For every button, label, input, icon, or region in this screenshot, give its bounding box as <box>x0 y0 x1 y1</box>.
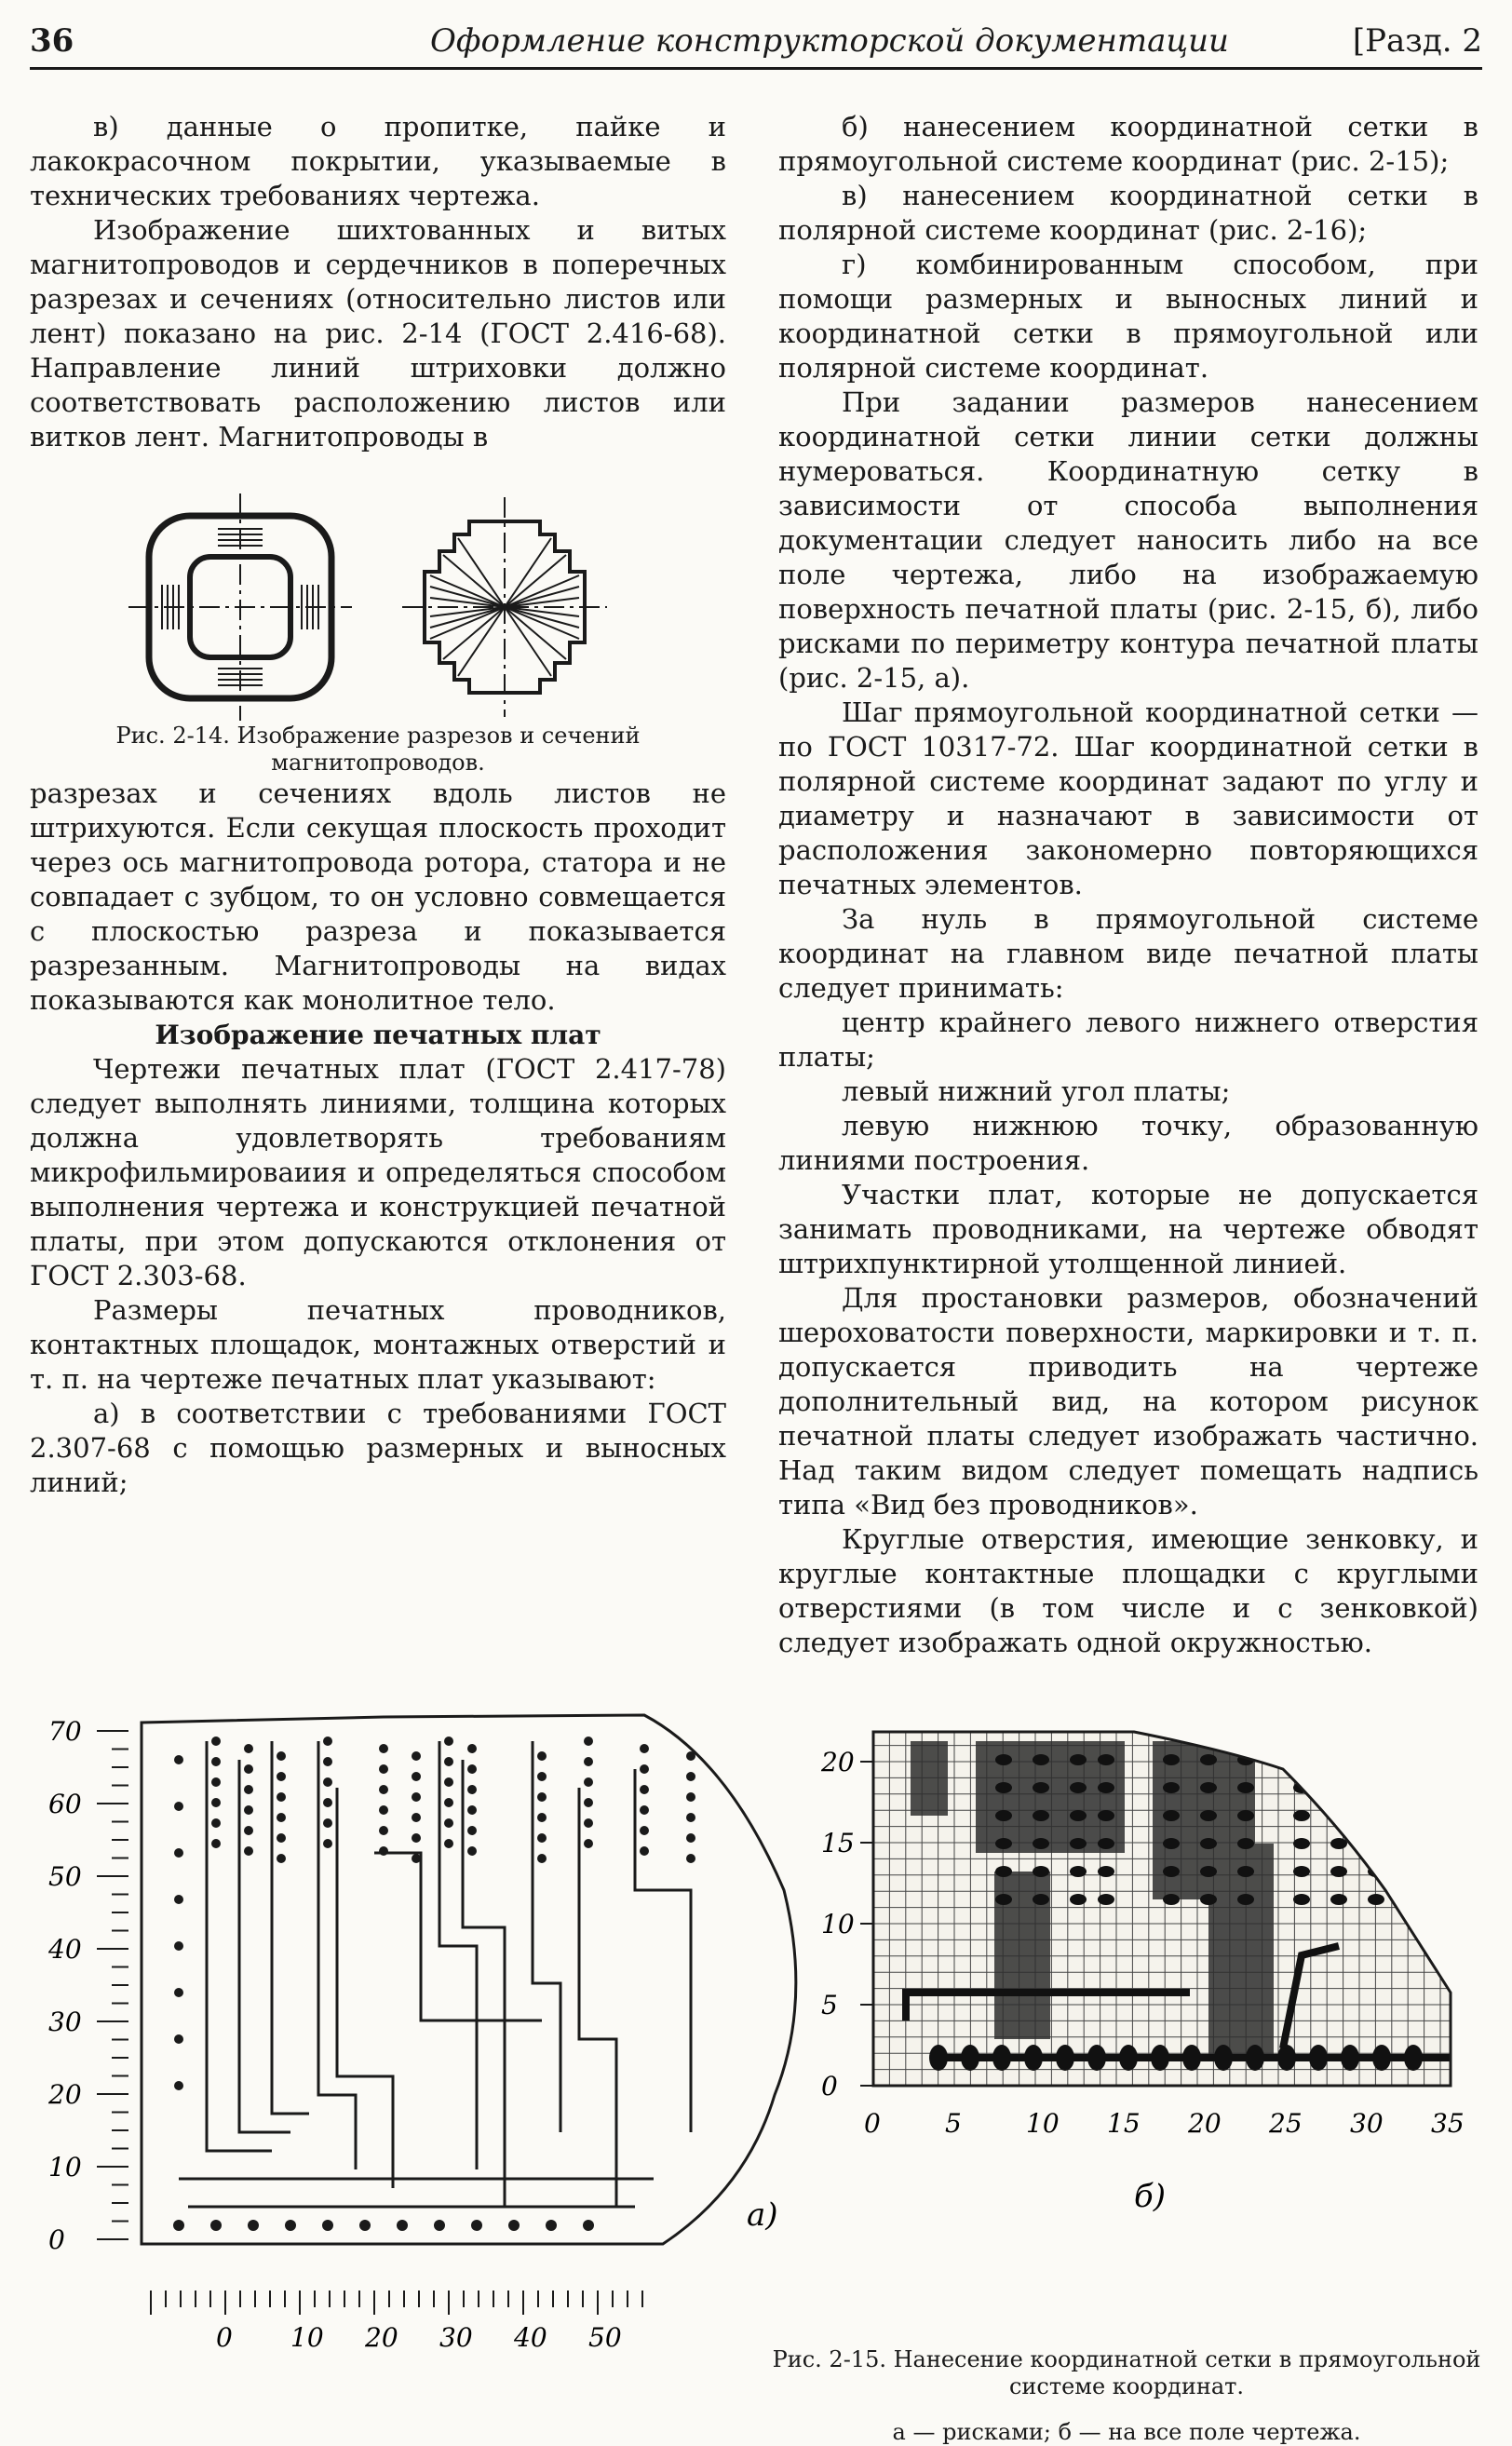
pad <box>244 1805 253 1815</box>
pad <box>584 1757 593 1766</box>
pad <box>323 1798 332 1807</box>
paragraph: б) нанесением координатной сетки в прямоугольной системе координат (рис. 2-15); <box>778 111 1478 177</box>
edge-pad <box>210 2220 222 2231</box>
pad <box>1368 1810 1384 1821</box>
pad <box>1033 1754 1049 1765</box>
pad <box>323 1818 332 1828</box>
pad <box>584 1798 593 1807</box>
x-tick-label: 40 <box>514 2322 547 2353</box>
paragraph: Чертежи печатных плат (ГОСТ 2.417-78) следует выполнять линиями, толщина которых должна удовлетворять требованиям микрофильмироваиия и определяться способом выполнения чертежа и конструкцией печатной платы, при этом допускаются отклонения от ГОСТ 2.303-68. <box>30 1053 726 1291</box>
pad <box>686 1772 695 1781</box>
pad <box>174 1941 183 1951</box>
x-tick-label: 50 <box>588 2322 622 2353</box>
figure-2-15-caption <box>763 2346 1490 2446</box>
pad <box>1163 1810 1180 1821</box>
pad <box>467 1744 477 1753</box>
pad <box>211 1777 221 1787</box>
pad <box>1070 1782 1087 1793</box>
pad <box>1237 1894 1254 1905</box>
pad <box>244 1744 253 1753</box>
x-tick-label: 20 <box>1188 2108 1222 2139</box>
pad <box>1098 1810 1114 1821</box>
caption-legend: а — рисками; б — на все поле чертежа. <box>892 2419 1361 2445</box>
edge-pad <box>546 2220 557 2231</box>
paragraph: При задании размеров нанесением координатной сетки линии сетки должны нумероваться. Координатную сетку в зависимости от способа выполнения документации следует наносить либо на все поле чертежа, либо на изображаемую поверхность печатной платы (рис. 2-15, б), либо рисками по периметру контура печатной платы (рис. 2-15, а). <box>778 386 1478 694</box>
pad <box>1293 1838 1310 1849</box>
pad <box>174 1988 183 1997</box>
pad <box>1070 1838 1087 1849</box>
pad <box>1330 1810 1347 1821</box>
section-label: [Разд. 2 <box>1352 22 1482 60</box>
edge-pad <box>583 2220 594 2231</box>
pad <box>584 1839 593 1848</box>
pad <box>444 1777 453 1787</box>
x-tick-label: 30 <box>439 2322 473 2353</box>
pad <box>995 1754 1012 1765</box>
pad <box>211 1818 221 1828</box>
pad <box>584 1818 593 1828</box>
pad <box>323 1737 332 1746</box>
pad <box>412 1813 421 1822</box>
y-tick-label: 15 <box>821 1828 855 1858</box>
pad <box>244 1764 253 1774</box>
pad <box>584 1777 593 1787</box>
running-title: Оформление конструкторской документации <box>430 22 1229 60</box>
y-tick-label: 40 <box>48 1934 82 1965</box>
pad <box>1200 1838 1217 1849</box>
pad <box>1237 1782 1254 1793</box>
pad <box>1033 1782 1049 1793</box>
pad <box>1163 1838 1180 1849</box>
pad <box>412 1833 421 1843</box>
pad <box>174 1895 183 1904</box>
pad <box>412 1854 421 1863</box>
pad <box>537 1833 547 1843</box>
pad <box>1070 1754 1087 1765</box>
pad <box>323 1839 332 1848</box>
pad <box>1033 1838 1049 1849</box>
pad <box>174 1848 183 1858</box>
pad <box>1163 1754 1180 1765</box>
pad <box>467 1826 477 1835</box>
pad <box>444 1818 453 1828</box>
paragraph: г) комбинированным способом, при помощи размерных и выносных линий и координатной сетки в прямоугольной или полярной системе координат. <box>778 249 1478 384</box>
pad <box>174 1755 183 1764</box>
paragraph: Круглые отверстия, имеющие зенковку, и круглые контактные площадки с круглыми отверстиями (в том числе и с зенковкой) следует изображать одной окружностью. <box>778 1523 1478 1658</box>
paragraph: разрезах и сечениях вдоль листов не штрихуются. Если секущая плоскость проходит через ось магнитопровода ротора, статора и не совпадает с зубцом, то он условно совмещается с плоскостью разреза и показывается разрезанным. Магнитопроводы на видах показываются как монолитное тело. <box>30 777 726 1016</box>
paragraph: левую нижнюю точку, образованную линиями построения. <box>778 1110 1478 1176</box>
pad <box>686 1833 695 1843</box>
caption-title: Рис. 2-15. Нанесение координатной сетки в прямоугольной системе координат. <box>772 2346 1481 2399</box>
x-tick-label: 5 <box>945 2108 962 2139</box>
paragraph: в) нанесением координатной сетки в полярной системе координат (рис. 2-16); <box>778 180 1478 246</box>
pad <box>1293 1810 1310 1821</box>
pad <box>537 1772 547 1781</box>
edge-pad <box>248 2220 259 2231</box>
pad <box>277 1813 286 1822</box>
pad <box>174 2034 183 2044</box>
y-tick-label: 60 <box>48 1789 82 1819</box>
pad <box>1237 1810 1254 1821</box>
pad <box>1163 1866 1180 1877</box>
edge-pad <box>285 2220 296 2231</box>
paragraph: центр крайнего левого нижнего отверстия платы; <box>778 1007 1478 1073</box>
pad <box>1200 1782 1217 1793</box>
edge-pad <box>322 2220 333 2231</box>
pad <box>379 1805 388 1815</box>
pad <box>995 1866 1012 1877</box>
y-tick-label: 20 <box>48 2079 82 2110</box>
pad <box>1033 1866 1049 1877</box>
pad <box>1330 1782 1347 1793</box>
pad <box>244 1846 253 1856</box>
pad <box>640 1764 649 1774</box>
y-tick-label: 10 <box>48 2152 82 2182</box>
paragraph: Шаг прямоугольной координатной сетки — по ГОСТ 10317-72. Шаг координатной сетки в полярной системе координат задают по углу и диаметру и назначают в зависимости от расположения закономерно повторяющихся печатных элементов. <box>778 696 1478 900</box>
y-tick-label: 5 <box>821 1990 838 2020</box>
pad <box>995 1782 1012 1793</box>
page-number: 36 <box>30 22 74 60</box>
y-tick-label: 0 <box>821 2071 838 2101</box>
pad <box>537 1813 547 1822</box>
x-tick-label: 35 <box>1431 2108 1465 2139</box>
pad <box>1200 1810 1217 1821</box>
pad <box>1368 1838 1384 1849</box>
right-column <box>778 110 1478 1660</box>
pad <box>640 1744 649 1753</box>
y-tick-label: 30 <box>48 2007 82 2037</box>
pad <box>244 1785 253 1794</box>
pad <box>1098 1894 1114 1905</box>
pad <box>467 1785 477 1794</box>
y-tick-label: 70 <box>48 1716 82 1747</box>
pad <box>995 1838 1012 1849</box>
pad <box>1330 1754 1347 1765</box>
edge-pad <box>434 2220 445 2231</box>
pad <box>444 1737 453 1746</box>
paragraph: За нуль в прямоугольной системе координат на главном виде печатной платы следует принимать: <box>778 903 1478 1004</box>
paragraph: Участки плат, которые не допускается занимать проводниками, на чертеже обводят штрихпунктирной утолщенной линией. <box>778 1179 1478 1279</box>
pad <box>379 1826 388 1835</box>
pad <box>995 1810 1012 1821</box>
pad <box>537 1792 547 1802</box>
edge-pad <box>397 2220 408 2231</box>
figure-2-15b-board-grid <box>817 1713 1488 2346</box>
pad <box>640 1846 649 1856</box>
x-tick-label: 30 <box>1350 2108 1384 2139</box>
x-tick-label: 25 <box>1269 2108 1303 2139</box>
edge-pad <box>471 2220 482 2231</box>
pad <box>1200 1754 1217 1765</box>
pad <box>277 1854 286 1863</box>
pad <box>412 1792 421 1802</box>
figure-caption: Рис. 2-14. Изображение разрезов и сечений магнитопроводов. <box>115 723 641 776</box>
figure-label: б) <box>1134 2178 1167 2215</box>
pad <box>174 2081 183 2090</box>
y-axis-ticks <box>47 1716 128 2255</box>
pad <box>1033 1810 1049 1821</box>
pad <box>1368 1894 1384 1905</box>
x-tick-label: 0 <box>216 2322 233 2353</box>
figure-2-14-magnetic-cores <box>123 490 644 723</box>
pad <box>379 1846 388 1856</box>
pad <box>1368 1754 1384 1765</box>
pad <box>277 1751 286 1761</box>
pad <box>467 1805 477 1815</box>
pad <box>1098 1782 1114 1793</box>
pad <box>412 1751 421 1761</box>
pad <box>379 1764 388 1774</box>
pad <box>686 1751 695 1761</box>
y-tick-label: 50 <box>48 1861 82 1892</box>
pad <box>640 1826 649 1835</box>
pad <box>211 1757 221 1766</box>
pad <box>1033 1894 1049 1905</box>
paragraph: а) в соответствии с требованиями ГОСТ 2.307-68 с помощью размерных и выносных линий; <box>30 1398 726 1498</box>
pad <box>467 1846 477 1856</box>
pad <box>174 1802 183 1811</box>
pad <box>640 1805 649 1815</box>
pad <box>1293 1866 1310 1877</box>
pad <box>379 1785 388 1794</box>
pad <box>640 1785 649 1794</box>
pad <box>686 1813 695 1822</box>
paragraph: Для простановки размеров, обозначений шероховатости поверхности, маркировки и т. п. допускается приводить на чертеже дополнительный вид, на котором рисунок печатной платы следует изображать частично. Над таким видом следует помещать надпись типа «Вид без проводников». <box>778 1282 1478 1520</box>
y-tick-label: 10 <box>821 1909 855 1939</box>
x-axis-ticks <box>864 2108 1465 2139</box>
paragraph: Изображение шихтованных и витых магнитопроводов и сердечников в поперечных разрезах и сечениях (относительно листов или лент) показано на рис. 2-14 (ГОСТ 2.416-68). Направление линий штриховки должно соответствовать расположению листов или витков лент. Магнитопроводы в <box>30 214 726 453</box>
pad <box>1330 1866 1347 1877</box>
pad <box>537 1854 547 1863</box>
pad <box>277 1772 286 1781</box>
pad <box>211 1839 221 1848</box>
pad <box>1070 1866 1087 1877</box>
pad <box>323 1757 332 1766</box>
pad <box>1330 1838 1347 1849</box>
pad <box>995 1894 1012 1905</box>
pad <box>1293 1754 1310 1765</box>
pad <box>686 1854 695 1863</box>
paragraph: Размеры печатных проводников, контактных площадок, монтажных отверстий и т. п. на чертеже печатных плат указывают: <box>30 1294 726 1395</box>
figure-2-15a-board-ticks <box>39 1704 821 2356</box>
x-tick-label: 20 <box>365 2322 398 2353</box>
x-axis-ticks <box>151 2291 642 2353</box>
pad <box>1200 1894 1217 1905</box>
pad <box>686 1792 695 1802</box>
paragraph: левый нижний угол платы; <box>842 1075 1231 1107</box>
pad <box>444 1798 453 1807</box>
figure-label: а) <box>747 2196 778 2234</box>
pad <box>277 1792 286 1802</box>
left-column <box>30 110 726 1500</box>
pad <box>1330 1894 1347 1905</box>
pad <box>1293 1894 1310 1905</box>
pad <box>1098 1866 1114 1877</box>
edge-pad <box>173 2220 184 2231</box>
y-tick-label: 0 <box>48 2224 65 2255</box>
pad <box>211 1798 221 1807</box>
page-header <box>30 9 1482 70</box>
pad <box>277 1833 286 1843</box>
pad <box>1163 1894 1180 1905</box>
edge-pad <box>359 2220 371 2231</box>
pad <box>1200 1866 1217 1877</box>
pad <box>444 1757 453 1766</box>
pad <box>244 1826 253 1835</box>
pad <box>1368 1782 1384 1793</box>
pad <box>1098 1838 1114 1849</box>
edge-pad <box>508 2220 520 2231</box>
y-tick-label: 20 <box>821 1747 855 1777</box>
x-tick-label: 15 <box>1107 2108 1141 2139</box>
pad <box>467 1764 477 1774</box>
pad <box>211 1737 221 1746</box>
pad <box>412 1772 421 1781</box>
pad <box>1163 1782 1180 1793</box>
paragraph: в) данные о пропитке, пайке и лакокрасочном покрытии, указываемые в технических требованиях чертежа. <box>30 111 726 211</box>
x-tick-label: 10 <box>1026 2108 1060 2139</box>
pad <box>1098 1754 1114 1765</box>
pad <box>537 1751 547 1761</box>
y-axis-ticks <box>820 1747 873 2101</box>
conductor-traces <box>179 1741 691 2207</box>
pad <box>379 1744 388 1753</box>
pad <box>584 1737 593 1746</box>
pad <box>1237 1838 1254 1849</box>
section-heading: Изображение печатных плат <box>155 1020 601 1050</box>
pad <box>444 1839 453 1848</box>
x-tick-label: 0 <box>864 2108 881 2139</box>
pad <box>1237 1866 1254 1877</box>
pad <box>323 1777 332 1787</box>
pad <box>1070 1810 1087 1821</box>
x-tick-label: 10 <box>290 2322 324 2353</box>
pad <box>1070 1894 1087 1905</box>
